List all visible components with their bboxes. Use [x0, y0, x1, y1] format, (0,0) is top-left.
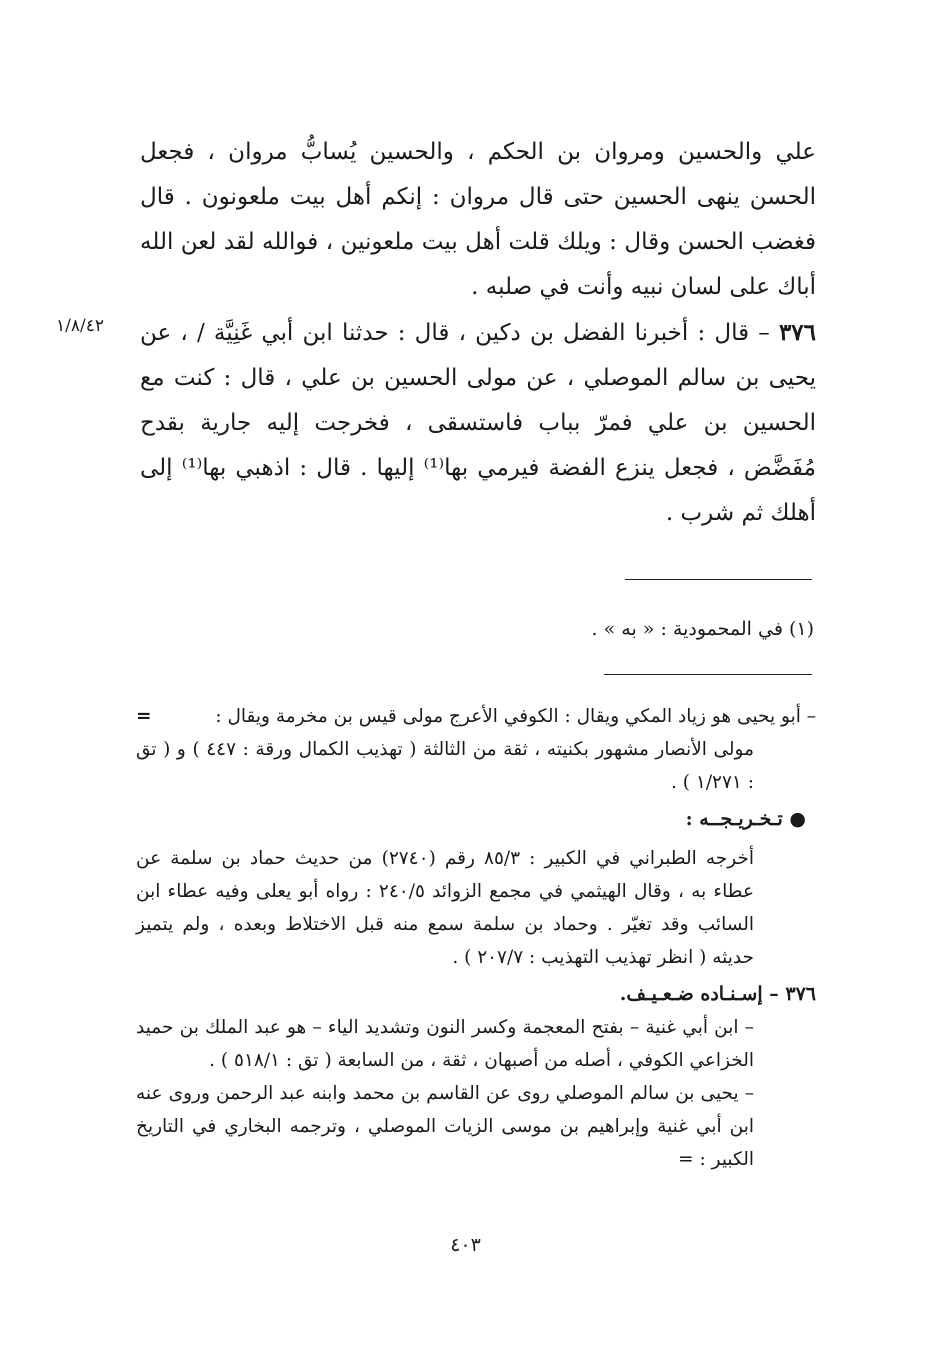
isnad-heading: ٣٧٦ – إسـنـاده ضـعـيـف.	[619, 983, 816, 1005]
hadith-number: ٣٧٦	[778, 319, 817, 346]
margin-manuscript-ref: ١/٨/٤٢	[56, 316, 104, 336]
hadith-376-text: – قال : أخبرنا الفضل بن دكين ، قال : حدثنا ابن أبي غَنِيَّة / ، عن يحيى بن سالم الموصلي ، عن مولى الحسين بن علي ، قال : كنت مع الحسين بن علي فمرّ بباب فاستسقى ، فخرجت إليه جارية بقدح مُفَضَّض ، فجعل ينزع الفضة فيرمي بها⁽¹⁾ إليها . قال : اذهبي بها⁽¹⁾ إلى أهلك ثم شرب .	[140, 320, 816, 526]
original-footnote: (١) في المحمودية : « به » .	[591, 618, 814, 640]
hadith-376	[140, 310, 816, 536]
takhrij-heading: ● تـخـريـجــه :	[685, 808, 806, 830]
narrator-note-2: – يحيى بن سالم الموصلي روى عن القاسم بن محمد وابنه عبد الرحمن وروى عنه ابن أبي غنية وإبراهيم بن موسى الزيات الموصلي ، وترجمه البخاري في التاريخ الكبير : =	[136, 1083, 754, 1170]
page-number: ٤٠٣	[450, 1234, 481, 1256]
continuation-row	[136, 700, 816, 733]
footnote-separator	[625, 579, 812, 580]
commentary-section	[136, 700, 816, 1176]
continuation-rest: مولى الأنصار مشهور بكنيته ، ثقة من الثالثة ( تهذيب الكمال ورقة : ٤٤٧ ) و ( تق : ١/٢٧١ ) .	[136, 739, 754, 793]
main-text	[140, 130, 816, 536]
paragraph-continuation: علي والحسين ومروان بن الحكم ، والحسين يُسابُّ مروان ، فجعل الحسن ينهى الحسين حتى قال مروان : إنكم أهل بيت ملعونون . قال فغضب الحسن وقال : ويلك قلت أهل بيت ملعونين ، فوالله لقد لعن الله أباك على لسان نبيه وأنت في صلبه .	[140, 139, 816, 300]
narrator-note-1: – ابن أبي غنية – بفتح المعجمة وكسر النون وتشديد الياء – هو عبد الملك بن حميد الخزاعي الكوفي ، أصله من أصبهان ، ثقة ، من السابعة ( تق : ٥١٨/١ ) .	[136, 1017, 754, 1071]
continuation-line: – أبو يحيى هو زياد المكي ويقال : الكوفي الأعرج مولى قيس بن مخرمة ويقال :	[215, 706, 816, 727]
continuation-mark: =	[136, 706, 152, 727]
commentary-separator	[604, 674, 812, 675]
takhrij-text: أخرجه الطبراني في الكبير : ٨٥/٣ رقم (٢٧٤٠) من حديث حماد بن سلمة عن عطاء به ، وقال الهيثمي في مجمع الزوائد ٢٤٠/٥ : رواه أبو يعلى وفيه عطاء ابن السائب وقد تغيّر . وحماد بن سلمة سمع منه قبل الاختلاط وبعده ، ولم يتميز حديثه ( انظر تهذيب التهذيب : ٢٠٧/٧ ) .	[136, 848, 754, 968]
